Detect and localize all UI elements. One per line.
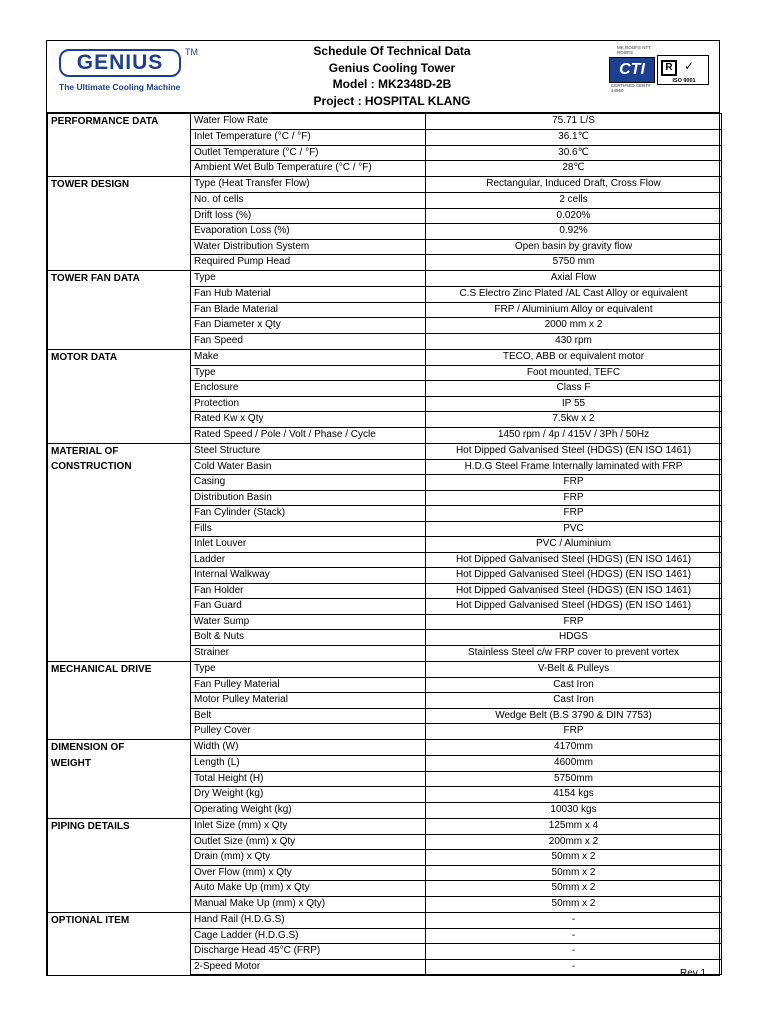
spec-row — [48, 381, 722, 397]
value-cell: Class F — [426, 381, 722, 397]
value-cell: Hot Dipped Galvanised Steel (HDGS) (EN ISO 1461) — [426, 583, 722, 599]
parameter-cell: Hand Rail (H.D.G.S) — [191, 912, 426, 928]
technical-data-sheet — [46, 40, 720, 976]
parameter-cell: Fills — [191, 521, 426, 537]
value-cell: FRP — [426, 506, 722, 522]
value-cell: 75.71 L/S — [426, 114, 722, 130]
logo-wordmark: GENIUS — [59, 49, 181, 77]
spec-row — [48, 552, 722, 568]
section-heading: CONSTRUCTION — [48, 459, 191, 475]
section-cell — [48, 865, 191, 881]
spec-row — [48, 193, 722, 209]
parameter-cell: Drift loss (%) — [191, 208, 426, 224]
value-cell: - — [426, 912, 722, 928]
section-cell — [48, 427, 191, 443]
section-cell — [48, 552, 191, 568]
parameter-cell: Strainer — [191, 645, 426, 661]
spec-row — [48, 412, 722, 428]
parameter-cell: Fan Hub Material — [191, 287, 426, 303]
spec-row — [48, 239, 722, 255]
section-heading: WEIGHT — [48, 756, 191, 772]
section-heading: PERFORMANCE DATA — [48, 114, 191, 130]
spec-row — [48, 818, 722, 834]
spec-row — [48, 130, 722, 146]
parameter-cell: Rated Speed / Pole / Volt / Phase / Cycle — [191, 427, 426, 443]
section-cell — [48, 708, 191, 724]
value-cell: 50mm x 2 — [426, 850, 722, 866]
parameter-cell: Operating Weight (kg) — [191, 802, 426, 818]
spec-row — [48, 724, 722, 740]
parameter-cell: Auto Make Up (mm) x Qty — [191, 881, 426, 897]
spec-row — [48, 599, 722, 615]
value-cell: Cast Iron — [426, 693, 722, 709]
parameter-cell: Ladder — [191, 552, 426, 568]
section-cell — [48, 318, 191, 334]
value-cell: 50mm x 2 — [426, 896, 722, 912]
spec-table — [47, 113, 722, 975]
spec-row — [48, 271, 722, 287]
parameter-cell: Water Distribution System — [191, 239, 426, 255]
spec-row — [48, 114, 722, 130]
section-cell — [48, 506, 191, 522]
parameter-cell: Type — [191, 661, 426, 677]
value-cell: Hot Dipped Galvanised Steel (HDGS) (EN ISO 1461) — [426, 568, 722, 584]
value-cell: PVC / Aluminium — [426, 537, 722, 553]
value-cell: Open basin by gravity flow — [426, 239, 722, 255]
parameter-cell: Type — [191, 365, 426, 381]
parameter-cell: Fan Speed — [191, 333, 426, 349]
parameter-cell: Drain (mm) x Qty — [191, 850, 426, 866]
value-cell: Hot Dipped Galvanised Steel (HDGS) (EN ISO 1461) — [426, 552, 722, 568]
logo-trademark: TM — [185, 47, 198, 57]
spec-row — [48, 771, 722, 787]
parameter-cell: Required Pump Head — [191, 255, 426, 271]
section-cell — [48, 239, 191, 255]
spec-row — [48, 443, 722, 459]
section-cell — [48, 959, 191, 975]
section-cell — [48, 537, 191, 553]
section-cell — [48, 771, 191, 787]
value-cell: Stainless Steel c/w FRP cover to prevent vortex — [426, 645, 722, 661]
spec-row — [48, 506, 722, 522]
section-cell — [48, 193, 191, 209]
section-heading: MECHANICAL DRIVE — [48, 661, 191, 677]
parameter-cell: Fan Pulley Material — [191, 677, 426, 693]
parameter-cell: Belt — [191, 708, 426, 724]
section-cell — [48, 850, 191, 866]
parameter-cell: Bolt & Nuts — [191, 630, 426, 646]
logo-tagline: The Ultimate Cooling Machine — [59, 82, 181, 92]
value-cell: FRP — [426, 724, 722, 740]
section-cell — [48, 521, 191, 537]
parameter-cell: Cage Ladder (H.D.G.S) — [191, 928, 426, 944]
parameter-cell: Discharge Head 45°C (FRP) — [191, 944, 426, 960]
section-cell — [48, 161, 191, 177]
section-cell — [48, 224, 191, 240]
section-cell — [48, 568, 191, 584]
parameter-cell: Cold Water Basin — [191, 459, 426, 475]
value-cell: 7.5kw x 2 — [426, 412, 722, 428]
section-cell — [48, 677, 191, 693]
section-cell — [48, 208, 191, 224]
value-cell: 1450 rpm / 4p / 415V / 3Ph / 50Hz — [426, 427, 722, 443]
parameter-cell: No. of cells — [191, 193, 426, 209]
value-cell: 4600mm — [426, 756, 722, 772]
section-cell — [48, 834, 191, 850]
section-cell — [48, 614, 191, 630]
section-cell — [48, 881, 191, 897]
section-cell — [48, 928, 191, 944]
section-cell — [48, 396, 191, 412]
spec-row — [48, 255, 722, 271]
value-cell: Foot mounted, TEFC — [426, 365, 722, 381]
value-cell: Cast Iron — [426, 677, 722, 693]
value-cell: - — [426, 959, 722, 975]
section-cell — [48, 802, 191, 818]
parameter-cell: Length (L) — [191, 756, 426, 772]
spec-row — [48, 944, 722, 960]
parameter-cell: Casing — [191, 475, 426, 491]
section-heading: MOTOR DATA — [48, 349, 191, 365]
doc-project: Project : HOSPITAL KLANG — [313, 93, 471, 108]
section-cell — [48, 896, 191, 912]
spec-row — [48, 834, 722, 850]
value-cell: 200mm x 2 — [426, 834, 722, 850]
spec-row — [48, 521, 722, 537]
parameter-cell: Enclosure — [191, 381, 426, 397]
spec-row — [48, 865, 722, 881]
spec-row — [48, 708, 722, 724]
spec-row — [48, 490, 722, 506]
iso-check-icon: ✓ — [684, 59, 695, 73]
spec-row — [48, 177, 722, 193]
section-cell — [48, 645, 191, 661]
parameter-cell: 2-Speed Motor — [191, 959, 426, 975]
spec-row — [48, 787, 722, 803]
doc-title: Schedule Of Technical Data — [313, 44, 471, 58]
value-cell: 4154 kgs — [426, 787, 722, 803]
value-cell: Hot Dipped Galvanised Steel (HDGS) (EN ISO 1461) — [426, 599, 722, 615]
value-cell: 2000 mm x 2 — [426, 318, 722, 334]
spec-row — [48, 630, 722, 646]
value-cell: 36.1℃ — [426, 130, 722, 146]
parameter-cell: Fan Guard — [191, 599, 426, 615]
revision-label: Rev 1 — [680, 968, 707, 979]
spec-row — [48, 224, 722, 240]
parameter-cell: Make — [191, 349, 426, 365]
section-heading: DIMENSION OF — [48, 740, 191, 756]
title-block — [227, 43, 557, 109]
value-cell: Hot Dipped Galvanised Steel (HDGS) (EN ISO 1461) — [426, 443, 722, 459]
value-cell: FRP — [426, 614, 722, 630]
value-cell: 0.020% — [426, 208, 722, 224]
parameter-cell: Fan Diameter x Qty — [191, 318, 426, 334]
spec-row — [48, 661, 722, 677]
value-cell: TECO, ABB or equivalent motor — [426, 349, 722, 365]
parameter-cell: Inlet Louver — [191, 537, 426, 553]
parameter-cell: Type (Heat Transfer Flow) — [191, 177, 426, 193]
section-cell — [48, 693, 191, 709]
section-cell — [48, 490, 191, 506]
value-cell: 28℃ — [426, 161, 722, 177]
spec-row — [48, 161, 722, 177]
value-cell: FRP — [426, 490, 722, 506]
spec-row — [48, 583, 722, 599]
section-cell — [48, 787, 191, 803]
value-cell: C.S Electro Zinc Plated /AL Cast Alloy or equivalent — [426, 287, 722, 303]
parameter-cell: Dry Weight (kg) — [191, 787, 426, 803]
spec-row — [48, 850, 722, 866]
value-cell: 0.92% — [426, 224, 722, 240]
spec-row — [48, 208, 722, 224]
value-cell: Wedge Belt (B.S 3790 & DIN 7753) — [426, 708, 722, 724]
value-cell: H.D.G Steel Frame Internally laminated with FRP — [426, 459, 722, 475]
value-cell: 125mm x 4 — [426, 818, 722, 834]
section-cell — [48, 599, 191, 615]
spec-row — [48, 896, 722, 912]
spec-row — [48, 645, 722, 661]
value-cell: Rectangular, Induced Draft, Cross Flow — [426, 177, 722, 193]
parameter-cell: Fan Cylinder (Stack) — [191, 506, 426, 522]
parameter-cell: Width (W) — [191, 740, 426, 756]
section-cell — [48, 412, 191, 428]
spec-row — [48, 349, 722, 365]
value-cell: FRP / Aluminium Alloy or equivalent — [426, 302, 722, 318]
value-cell: 5750mm — [426, 771, 722, 787]
iso-r-icon: R — [661, 60, 677, 76]
cti-certified-logo: CTI — [609, 57, 655, 83]
section-cell — [48, 130, 191, 146]
value-cell: - — [426, 928, 722, 944]
section-cell — [48, 302, 191, 318]
value-cell: 430 rpm — [426, 333, 722, 349]
section-cell — [48, 333, 191, 349]
spec-row — [48, 614, 722, 630]
spec-row — [48, 677, 722, 693]
parameter-cell: Outlet Temperature (°C / °F) — [191, 145, 426, 161]
certification-logos — [609, 45, 719, 103]
parameter-cell: Internal Walkway — [191, 568, 426, 584]
value-cell: - — [426, 944, 722, 960]
document-header — [47, 41, 719, 113]
spec-row — [48, 959, 722, 975]
value-cell: FRP — [426, 475, 722, 491]
spec-row — [48, 318, 722, 334]
parameter-cell: Outlet Size (mm) x Qty — [191, 834, 426, 850]
section-cell — [48, 365, 191, 381]
spec-row — [48, 365, 722, 381]
spec-row — [48, 568, 722, 584]
spec-row — [48, 145, 722, 161]
section-cell — [48, 255, 191, 271]
spec-row — [48, 802, 722, 818]
section-cell — [48, 287, 191, 303]
spec-row — [48, 912, 722, 928]
parameter-cell: Type — [191, 271, 426, 287]
spec-row — [48, 287, 722, 303]
section-heading: TOWER FAN DATA — [48, 271, 191, 287]
parameter-cell: Manual Make Up (mm) x Qty) — [191, 896, 426, 912]
parameter-cell: Over Flow (mm) x Qty — [191, 865, 426, 881]
value-cell: 4170mm — [426, 740, 722, 756]
parameter-cell: Ambient Wet Bulb Temperature (°C / °F) — [191, 161, 426, 177]
value-cell: 50mm x 2 — [426, 881, 722, 897]
value-cell: 50mm x 2 — [426, 865, 722, 881]
spec-row — [48, 302, 722, 318]
iso-label: ISO 9001 — [672, 78, 696, 84]
parameter-cell: Distribution Basin — [191, 490, 426, 506]
parameter-cell: Total Height (H) — [191, 771, 426, 787]
parameter-cell: Evaporation Loss (%) — [191, 224, 426, 240]
value-cell: 5750 mm — [426, 255, 722, 271]
value-cell: 2 cells — [426, 193, 722, 209]
section-cell — [48, 944, 191, 960]
parameter-cell: Pulley Cover — [191, 724, 426, 740]
spec-row — [48, 740, 722, 756]
parameter-cell: Water Flow Rate — [191, 114, 426, 130]
parameter-cell: Water Sump — [191, 614, 426, 630]
parameter-cell: Rated Kw x Qty — [191, 412, 426, 428]
section-heading: PIPING DETAILS — [48, 818, 191, 834]
value-cell: 30.6℃ — [426, 145, 722, 161]
cti-caption: CERTIFIED CERT# 14950 — [611, 83, 651, 93]
section-heading: TOWER DESIGN — [48, 177, 191, 193]
doc-subtitle: Genius Cooling Tower — [328, 60, 456, 75]
value-cell: V-Belt & Pulleys — [426, 661, 722, 677]
section-cell — [48, 381, 191, 397]
value-cell: 10030 kgs — [426, 802, 722, 818]
value-cell: PVC — [426, 521, 722, 537]
value-cell: HDGS — [426, 630, 722, 646]
genius-logo — [59, 49, 229, 99]
iso-logo — [657, 55, 709, 85]
parameter-cell: Motor Pulley Material — [191, 693, 426, 709]
spec-row — [48, 756, 722, 772]
parameter-cell: Steel Structure — [191, 443, 426, 459]
section-cell — [48, 475, 191, 491]
cert-caption: MK ROOFS NTT ROOFS — [617, 45, 651, 55]
spec-row — [48, 427, 722, 443]
parameter-cell: Inlet Temperature (°C / °F) — [191, 130, 426, 146]
spec-row — [48, 537, 722, 553]
spec-row — [48, 396, 722, 412]
section-heading: MATERIAL OF — [48, 443, 191, 459]
section-cell — [48, 724, 191, 740]
spec-row — [48, 459, 722, 475]
spec-row — [48, 928, 722, 944]
section-heading: OPTIONAL ITEM — [48, 912, 191, 928]
doc-model: Model : MK2348D-2B — [332, 77, 452, 91]
spec-row — [48, 881, 722, 897]
value-cell: IP 55 — [426, 396, 722, 412]
parameter-cell: Fan Blade Material — [191, 302, 426, 318]
parameter-cell: Protection — [191, 396, 426, 412]
spec-row — [48, 333, 722, 349]
spec-row — [48, 475, 722, 491]
section-cell — [48, 583, 191, 599]
parameter-cell: Inlet Size (mm) x Qty — [191, 818, 426, 834]
parameter-cell: Fan Holder — [191, 583, 426, 599]
value-cell: Axial Flow — [426, 271, 722, 287]
section-cell — [48, 145, 191, 161]
spec-row — [48, 693, 722, 709]
section-cell — [48, 630, 191, 646]
